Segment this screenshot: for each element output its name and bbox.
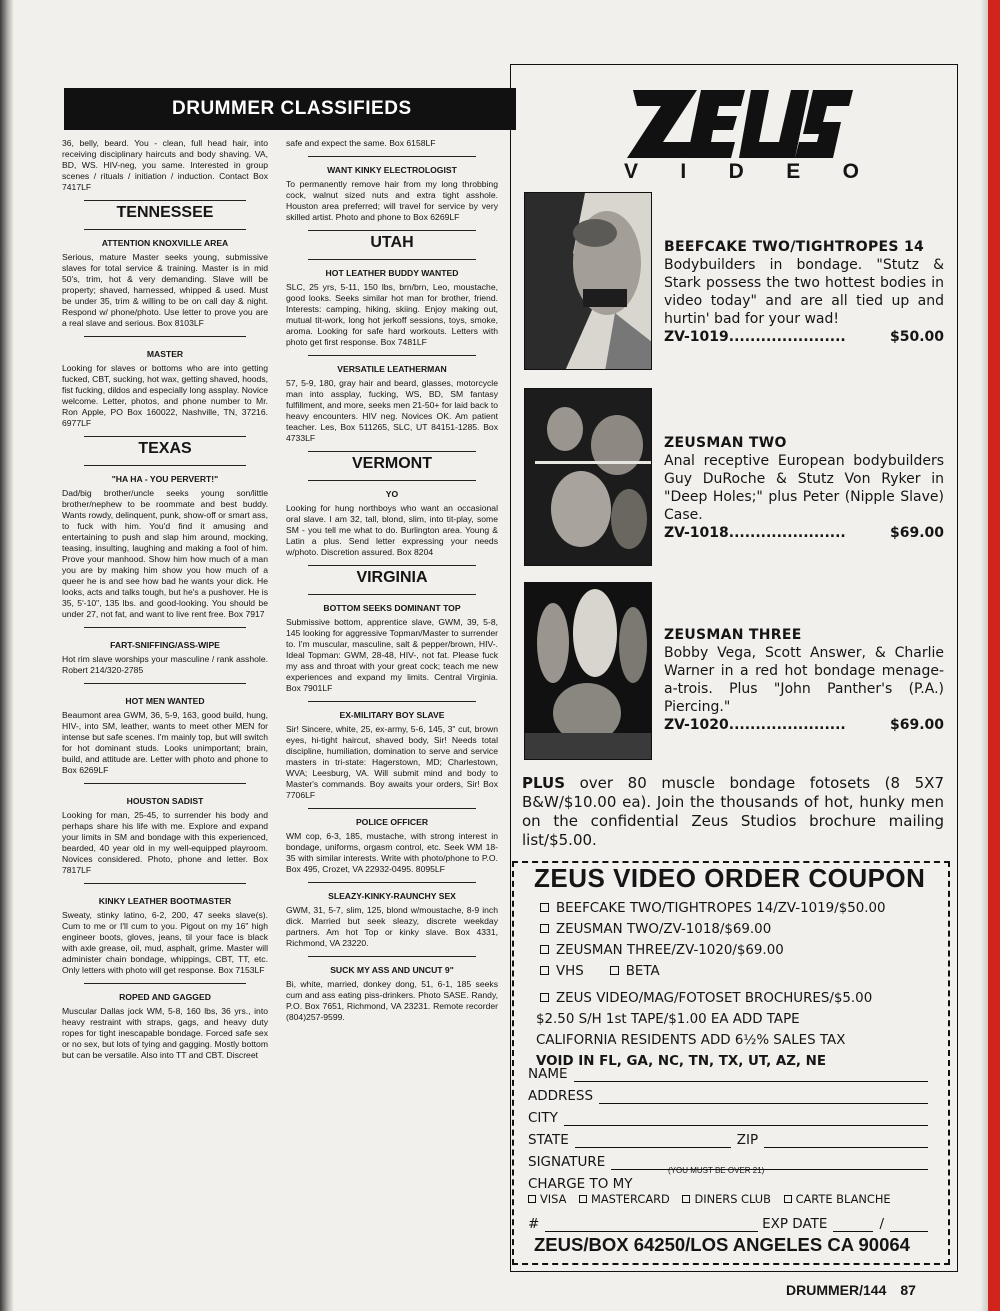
ad-body: Sir! Sincere, white, 25, ex-army, 5-6, 145, 3" cut, brown eyes, hi-tight haircut, shaved body, Sir! Needs total discipline, humiliation, domination to serve and service masters in tri-state: Hagerstown, MD; Charlestown, WVA; Leesburg, VA. Will submit mind and body to Master's commands. Boy awaits your orders, Sir! Box 7706LF <box>286 724 498 800</box>
product-photo-beefcake <box>524 192 652 370</box>
ad-body: Sweaty, stinky latino, 6-2, 200, 47 seeks slave(s). Cum to me or I'll cum to you. Pigout on my 16" high engineer boots, gloves, jeans, til your face is black with axle grease, oil, mud, asphalt, grime. Master will administer chain bondage, whippings, CBT, TT, etc. Only letters with photo will get response. Box 7153LF <box>62 910 268 975</box>
ad-body: Dad/big brother/uncle seeks young son/little brother/nephew to be roommate and best buddy. Wants rowdy, delinquent, punk, show-off or smart ass, to fuck with him. You'd find it amusing and entertaining to push and slap him around, mocking, teasing, insulting, laughing and making a fool of him. Prove your manhood. Show him how much of a man you are by making him show you how much of a queer he is and see how bad he wants your dick. He looks, acts and talks tough, but he's a pushover. He is 35, 5'-10", 135 lbs. and good-looking. You should be under 27, not fat, and want to live rent free. Box 7917 <box>62 488 268 619</box>
ad-body: SLC, 25 yrs, 5-11, 150 lbs, brn/brn, Leo, moustache, good looks. Seeks similar hot man for brother, friend. Interests: camping, hiking, skiing. Enjoy making out, mutual tit-work, long hot jerkoff sessions, toys, smoke, aroma. Looking for safe hard workouts. Letters with photo get first response. Box 7481LF <box>286 282 498 347</box>
coupon-title: ZEUS VIDEO ORDER COUPON <box>534 863 926 893</box>
video-wordmark <box>624 160 860 184</box>
video-letter: O <box>842 160 860 183</box>
ad-title: POLICE OFFICER <box>355 817 429 827</box>
product-price-line <box>664 524 944 542</box>
card-label: CARTE BLANCHE <box>795 1192 891 1206</box>
checkbox[interactable] <box>540 924 549 933</box>
card-options <box>528 1192 891 1206</box>
video-letter: D <box>728 160 745 183</box>
divider <box>308 808 476 809</box>
field-label: CITY <box>528 1110 558 1126</box>
product-code: ZV-1019 <box>664 329 729 345</box>
product-description: Bodybuilders in bondage. "Stutz & Stark possess the two hottest bodies in video today" and are all tied up and hurtin' bad for your wad! <box>664 257 944 327</box>
checkbox[interactable] <box>540 903 549 912</box>
divider <box>308 594 476 595</box>
ad-continuation: safe and expect the same. Box 6158LF <box>286 138 436 148</box>
field-label: CHARGE TO MY <box>528 1176 633 1192</box>
product-price: $69.00 <box>889 717 944 733</box>
state-heading-tennessee: TENNESSEE <box>116 204 214 221</box>
ad-body: Serious, mature Master seeks young, submissive slaves for total service & training. Master is in mid 50's, trim, hot & very demanding. Slave will be property; shaved, harnessed, whipped & used. Must be under 35, trim & willing to be on call day & night. Respond w/ phone/photo. Use letter to prove you are a real slave and serious. Box 8103LF <box>62 252 268 328</box>
product-code: ZV-1020 <box>664 717 729 733</box>
ad-title: "HA HA - YOU PERVERT!" <box>111 474 219 484</box>
zip-field[interactable] <box>764 1134 928 1148</box>
divider <box>308 956 476 957</box>
ad-title: ROPED AND GAGGED <box>119 992 211 1002</box>
price-leader-dots: ...................... <box>728 525 846 541</box>
state-heading-utah: UTAH <box>370 234 414 251</box>
card-label: DINERS CLUB <box>694 1192 771 1206</box>
card-number-row <box>528 1210 928 1232</box>
option-label: VHS <box>556 964 584 979</box>
product-photo-zeusman-three <box>524 582 652 760</box>
checkbox[interactable] <box>540 945 549 954</box>
divider <box>308 355 476 356</box>
card-number-field[interactable] <box>545 1218 758 1232</box>
coupon-options <box>540 898 886 982</box>
option-label: BEEFCAKE TWO/TIGHTROPES 14/ZV-1019/$50.00 <box>556 901 886 916</box>
product-price-line <box>664 716 944 734</box>
ad-title: HOT MEN WANTED <box>125 696 205 706</box>
age-requirement-note: (YOU MUST BE OVER 21) <box>668 1166 765 1175</box>
card-label: VISA <box>540 1192 567 1206</box>
product-photo-zeusman-two <box>524 388 652 566</box>
classifieds-column-1 <box>62 138 268 1061</box>
divider <box>308 882 476 883</box>
product-beefcake-two <box>664 238 944 346</box>
ad-body: Looking for man, 25-45, to surrender his body and perhaps share his life with me. Explore and expand your limits in SM and bondage with this experienced, bearded, 40 year old in my well-equipped playroom. Novices considered. Photo, phone and letter. Box 7817LF <box>62 810 268 875</box>
field-label: EXP DATE <box>762 1216 828 1232</box>
checkbox-beta[interactable] <box>610 966 619 975</box>
magazine-issue: DRUMMER/144 <box>786 1282 887 1298</box>
product-zeusman-two <box>664 434 944 542</box>
ad-title: HOT LEATHER BUDDY WANTED <box>325 268 459 278</box>
divider <box>308 156 476 157</box>
divider <box>308 451 476 452</box>
page-footer <box>786 1282 916 1298</box>
divider <box>84 983 246 984</box>
ad-body: WM cop, 6-3, 185, mustache, with strong interest in bondage, uniforms, orgasm control, etc. Seek WM 18-35 with similar interests. Write with photo/phone to P.O. Box 495, Crozet, VA 22932-0495. 8095LF <box>286 831 498 874</box>
exp-year-field[interactable] <box>890 1218 928 1232</box>
video-letter: E <box>786 160 802 183</box>
page-edge-shadow <box>980 0 988 1311</box>
field-label: SIGNATURE <box>528 1154 606 1170</box>
price-leader-dots: ...................... <box>728 329 846 345</box>
signature-field[interactable] <box>611 1156 928 1170</box>
checkbox-mastercard[interactable] <box>579 1195 587 1203</box>
ad-title: MASTER <box>146 349 184 359</box>
plus-lead: PLUS <box>522 774 566 792</box>
ad-title: SUCK MY ASS AND UNCUT 9" <box>330 965 454 975</box>
state-heading-texas: TEXAS <box>138 440 192 457</box>
ad-body: Beaumont area GWM, 36, 5-9, 163, good build, hung, HIV-, into SM, leather, wants to meet other MEN for intense but safe scenes. I'm mainly top, but will switch for hot dominant studs. Looks unimportant; brain, build, and attitude are. Letter with photo and phone to Box 6269LF <box>62 710 268 775</box>
ad-body: Looking for hung northboys who want an occasional oral slave. I am 32, tall, blond, slim, into tit-play, some SM - you tell me what to do. Burlington area. Young & Latin a plus. Send letter expressing your needs w/photo. Discretion assured. Box 8204 <box>286 503 498 557</box>
product-title: BEEFCAKE TWO/TIGHTROPES 14 <box>664 239 925 255</box>
divider <box>84 465 246 466</box>
binding-shadow <box>0 0 14 1311</box>
tax-note: CALIFORNIA RESIDENTS ADD 6½% SALES TAX <box>536 1033 846 1048</box>
product-code: ZV-1018 <box>664 525 729 541</box>
red-page-edge <box>988 0 1000 1311</box>
classifieds-column-2 <box>286 138 498 1023</box>
price-leader-dots: ...................... <box>728 717 846 733</box>
ad-title: VERSATILE LEATHERMAN <box>337 364 447 374</box>
divider <box>308 230 476 231</box>
mailing-address: ZEUS/BOX 64250/LOS ANGELES CA 90064 <box>534 1234 910 1255</box>
card-label: MASTERCARD <box>591 1192 670 1206</box>
ad-body: Muscular Dallas jock WM, 5-8, 160 lbs, 36 yrs., into heavy restraint with straps, gags, and heavy duty ropes for tight inescapable bondage. Forced safe sex or no sex, but lots of tying and gagging. Mostly bottom but can be versatile. Also into TT and CBT. Discreet <box>62 1006 268 1060</box>
zeus-logo <box>627 86 853 162</box>
product-price: $50.00 <box>889 329 944 345</box>
shipping-note: $2.50 S/H 1st TAPE/$1.00 EA ADD TAPE <box>536 1012 800 1027</box>
field-label: NAME <box>528 1066 568 1082</box>
ad-title: WANT KINKY ELECTROLOGIST <box>327 165 457 175</box>
ad-title: HOUSTON SADIST <box>126 796 204 806</box>
product-price: $69.00 <box>889 525 944 541</box>
ad-body: 57, 5-9, 180, gray hair and beard, glasses, motorcycle man into assplay, fucking, WS, BD, SM fantasy fulfillment, and more, seeks men 21-50+ for laid back to heavy encounters. HIV neg. Novices OK. Am patient teacher. Les, Box 511265, SLC, UT 84151-1285. Box 4733LF <box>286 378 498 443</box>
option-label: ZEUS VIDEO/MAG/FOTOSET BROCHURES/$5.00 <box>556 991 873 1006</box>
divider <box>308 480 476 481</box>
field-label: ADDRESS <box>528 1088 594 1104</box>
product-description: Anal receptive European bodybuilders Guy DuRoche & Stutz Von Ryker in "Deep Holes;" plus Peter (Nipple Slave) Case. <box>664 453 944 523</box>
product-description: Bobby Vega, Scott Answer, & Charlie Warner in a red hot bondage menage-a-trois. Plus "John Panther's (P.A.) Piercing." <box>664 645 944 715</box>
classifieds-banner: DRUMMER CLASSIFIEDS <box>64 88 516 130</box>
ad-continuation: 36, belly, beard. You - clean, full head hair, into receiving disciplinary haircuts and body shaving. VA, BD, WS. HIV-neg, you same. Interested in group scenes / rituals / initiation / induction. Contact Box 7417LF <box>62 138 268 192</box>
field-label: STATE <box>528 1132 569 1148</box>
void-note: VOID IN FL, GA, NC, TN, TX, UT, AZ, NE <box>536 1054 827 1069</box>
ad-title: YO <box>385 489 399 499</box>
divider <box>84 229 246 230</box>
ad-title: SLEAZY-KINKY-RAUNCHY SEX <box>328 891 456 901</box>
ad-title: BOTTOM SEEKS DOMINANT TOP <box>323 603 461 613</box>
address-field[interactable] <box>599 1090 928 1104</box>
ad-body: Hot rim slave worships your masculine / rank asshole. Robert 214/320-2785 <box>62 654 268 675</box>
divider <box>308 259 476 260</box>
plus-fotosets-blurb <box>522 774 944 850</box>
ad-body: Looking for slaves or bottoms who are into getting fucked, CBT, sucking, hot wax, getting shaved, hoods, fist fucking, dildos and especially long assplay. Novice welcome. Letter, photos, and phone number to Mr. Ron Apple, PO Box 160022, Nashville, TN, 37216. 6977LF <box>62 363 268 428</box>
field-label: / <box>879 1216 884 1232</box>
ad-title: EX-MILITARY BOY SLAVE <box>339 710 445 720</box>
checkbox-brochures[interactable] <box>540 993 549 1002</box>
ad-body: Bi, white, married, donkey dong, 51, 6-1, 185 seeks cum and ass eating piss-drinkers. Photo SASE. Randy, P.O. Box 7651, Richmond, VA 23231. Remote recorder (804)257-9599. <box>286 979 498 1022</box>
state-heading-virginia: VIRGINIA <box>356 569 428 586</box>
field-label: ZIP <box>736 1132 759 1148</box>
checkbox-carte-blanche[interactable] <box>784 1195 792 1203</box>
divider <box>308 701 476 702</box>
option-label: ZEUSMAN THREE/ZV-1020/$69.00 <box>556 943 784 958</box>
product-zeusman-three <box>664 626 944 734</box>
option-label: BETA <box>625 964 660 979</box>
state-field[interactable] <box>575 1134 731 1148</box>
checkbox-diners-club[interactable] <box>682 1195 690 1203</box>
product-price-line <box>664 328 944 346</box>
exp-month-field[interactable] <box>833 1218 873 1232</box>
ad-body: To permanently remove hair from my long throbbing cock, walnut sized nuts and extra tight asshole. Houston area preferred; will travel for service by very skilled artist. Photo and phone to Box 6269LF <box>286 179 498 222</box>
name-field[interactable] <box>574 1068 928 1082</box>
ad-title: ATTENTION KNOXVILLE AREA <box>101 238 229 248</box>
product-title: ZEUSMAN THREE <box>664 627 802 643</box>
ad-body: Submissive bottom, apprentice slave, GWM, 39, 5-8, 145 looking for aggressive Topman/Master to surrender to. I'm muscular, masculine, salt & pepper/brown, HIV-. Ideal Topman: GWM, 28-48, HIV-, not fat. Please fuck my ass and throat with your great cock; teach me new experiences and expand my limits. Central Virginia. Box 7901LF <box>286 617 498 693</box>
divider <box>84 436 246 437</box>
product-title: ZEUSMAN TWO <box>664 435 787 451</box>
city-field[interactable] <box>564 1112 928 1126</box>
state-heading-vermont: VERMONT <box>352 455 432 472</box>
plus-text: over 80 muscle bondage fotosets (8 5X7 B&W/$10.00 ea). Join the thousands of hot, hunky men on the confidential Zeus Studios brochure mailing list/$5.00. <box>522 774 944 849</box>
divider <box>84 200 246 201</box>
video-letter: V <box>624 160 640 183</box>
divider <box>308 565 476 566</box>
field-label: # <box>528 1216 540 1232</box>
video-letter: I <box>680 160 688 183</box>
ad-title: FART-SNIFFING/ASS-WIPE <box>110 640 220 650</box>
page-number: 87 <box>900 1282 916 1298</box>
option-label: ZEUSMAN TWO/ZV-1018/$69.00 <box>556 922 772 937</box>
checkbox-vhs[interactable] <box>540 966 549 975</box>
checkbox-visa[interactable] <box>528 1195 536 1203</box>
ad-title: KINKY LEATHER BOOTMASTER <box>98 896 232 906</box>
ad-body: GWM, 31, 5-7, slim, 125, blond w/moustache, 8-9 inch dick. Married but seek sleazy, discrete weekday partners. Am hot Top or kinky slave. Box 4331, Richmond, VA 23220. <box>286 905 498 948</box>
